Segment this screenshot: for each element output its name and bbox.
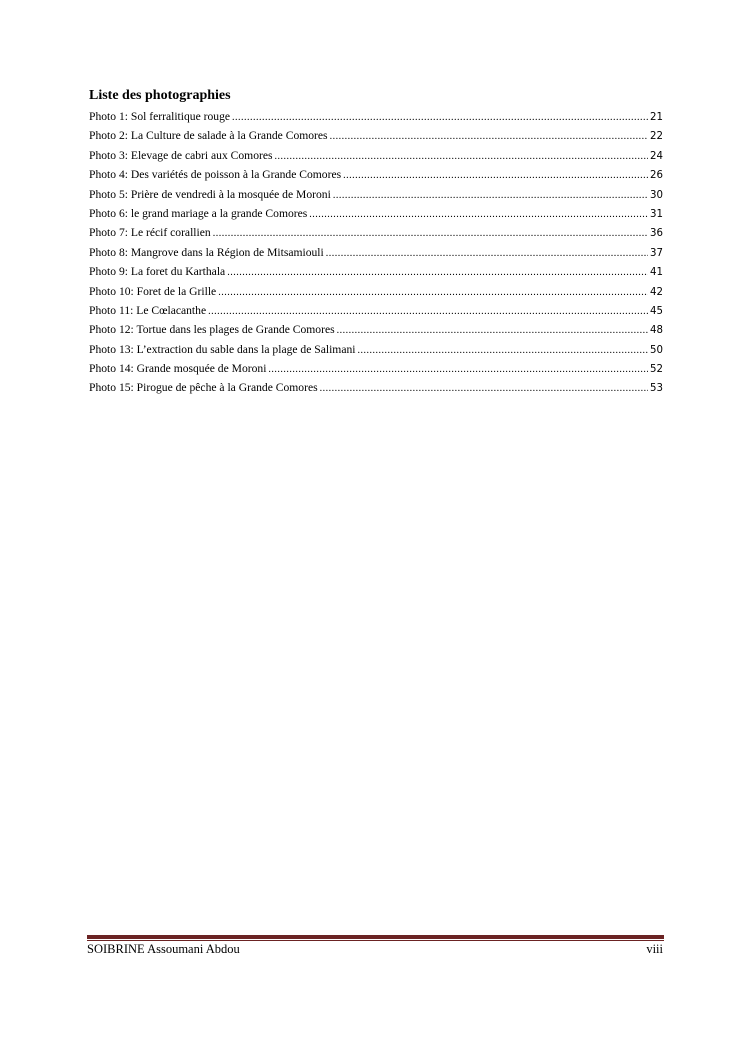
- toc-item-label: Photo 2: La Culture de salade à la Grande Comores: [89, 129, 328, 143]
- toc-item-page: 26: [650, 170, 663, 182]
- toc-dot-leader: [213, 224, 648, 242]
- toc-item-page: 45: [650, 305, 663, 317]
- toc-item-page: 41: [650, 267, 663, 279]
- footer-rule-thin: [87, 940, 664, 941]
- toc-item[interactable]: [89, 359, 663, 378]
- toc-item-label: Photo 5: Prière de vendredi à la mosquée de Moroni: [89, 187, 331, 201]
- toc-item-page: 50: [650, 344, 663, 356]
- toc-item[interactable]: [89, 340, 663, 359]
- toc-dot-leader: [208, 302, 648, 320]
- toc-item-page: 21: [650, 112, 663, 123]
- toc-dot-leader: [337, 321, 648, 339]
- toc-item[interactable]: [89, 126, 663, 145]
- toc-item-label: Photo 15: Pirogue de pêche à la Grande Comores: [89, 381, 318, 395]
- toc-dot-leader: [343, 166, 648, 184]
- toc-item-label: Photo 6: le grand mariage a la grande Comores: [89, 206, 308, 220]
- toc-item-page: 24: [650, 150, 663, 162]
- toc-dot-leader: [218, 283, 648, 301]
- toc-item-label: Photo 10: Foret de la Grille: [89, 284, 217, 298]
- toc-item-label: Photo 12: Tortue dans les plages de Grande Comores: [89, 323, 335, 337]
- toc-item[interactable]: [89, 378, 663, 397]
- toc-item-label: Photo 14: Grande mosquée de Moroni: [89, 362, 267, 376]
- toc-item-label: Photo 8: Mangrove dans la Région de Mitsamiouli: [89, 245, 324, 259]
- toc-item[interactable]: [89, 204, 663, 223]
- toc-item-label: Photo 13: L’extraction du sable dans la plage de Salimani: [89, 342, 356, 356]
- toc-item-page: 30: [650, 189, 663, 201]
- toc-item-page: 31: [650, 208, 663, 220]
- toc-dot-leader: [358, 341, 649, 359]
- toc-item[interactable]: [89, 243, 663, 262]
- toc-item-page: 22: [650, 131, 663, 143]
- toc-item[interactable]: [89, 165, 663, 184]
- toc-item[interactable]: [89, 146, 663, 165]
- toc-item[interactable]: [89, 282, 663, 301]
- toc-item-label: Photo 3: Elevage de cabri aux Comores: [89, 148, 273, 162]
- footer-page-number: viii: [646, 942, 663, 956]
- toc-item[interactable]: [89, 185, 663, 204]
- toc-item-page: 52: [650, 364, 663, 376]
- toc-item[interactable]: [89, 301, 663, 320]
- toc-item[interactable]: [89, 262, 663, 281]
- toc-list: [89, 107, 663, 398]
- toc-item[interactable]: [89, 320, 663, 339]
- toc-dot-leader: [320, 379, 648, 397]
- toc-item-page: 53: [650, 383, 663, 395]
- toc-item-label: Photo 7: Le récif corallien: [89, 226, 211, 240]
- toc-item-label: Photo 11: Le Cœlacanthe: [89, 303, 207, 317]
- toc-dot-leader: [309, 205, 648, 223]
- toc-item-page: 48: [650, 325, 663, 337]
- toc-dot-leader: [330, 127, 648, 145]
- toc-item[interactable]: [89, 223, 663, 242]
- toc-item-label: Photo 4: Des variétés de poisson à la Grande Comores: [89, 168, 342, 182]
- toc-item-label: Photo 9: La foret du Karthala: [89, 265, 226, 279]
- toc-dot-leader: [333, 186, 648, 204]
- toc-item[interactable]: [89, 107, 663, 126]
- toc-dot-leader: [227, 263, 648, 281]
- footer-rule-thick: [87, 935, 664, 939]
- toc-dot-leader: [326, 244, 648, 262]
- footer-author: SOIBRINE Assoumani Abdou: [87, 942, 240, 956]
- toc-title: Liste des photographies: [89, 88, 231, 103]
- toc-dot-leader: [232, 108, 648, 126]
- toc-dot-leader: [268, 360, 648, 378]
- toc-item-label: Photo 1: Sol ferralitique rouge: [89, 110, 231, 123]
- toc-dot-leader: [275, 147, 649, 165]
- toc-item-page: 36: [650, 228, 663, 240]
- toc-item-page: 37: [650, 247, 663, 259]
- toc-item-page: 42: [650, 286, 663, 298]
